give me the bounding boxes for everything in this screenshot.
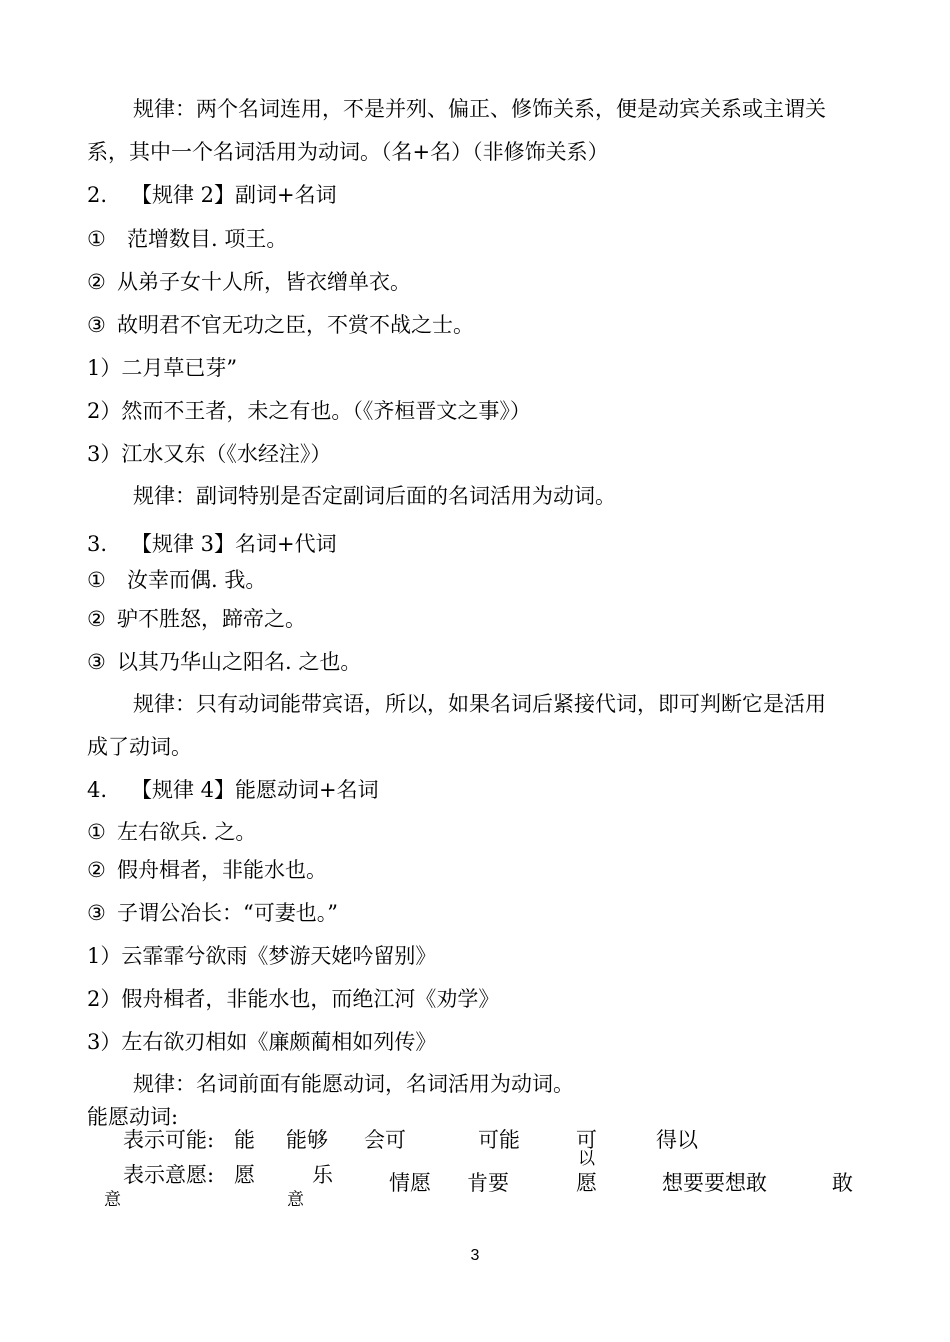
willing-label: 表示意愿: [123,1163,215,1187]
rule2-sentence-2: 2）然而不王者，未之有也。（《齐桓晋文之事》） [87,399,531,423]
rule3-summary-line2: 成了动词。 [87,735,192,759]
rule2-example-3 [87,312,474,338]
rule2-example-1 [87,226,287,252]
rule4-title: 【规律 4】能愿动词+名词 [131,778,379,802]
willing-word-7: 敢 [832,1171,853,1195]
example-marker: ② [87,270,106,294]
rule3-number: 3. [87,532,108,556]
rule3-example-3 [87,649,361,675]
rule4-heading [87,777,379,803]
example-marker: ② [87,607,106,631]
example-text: 驴不胜怒，蹄帝之。 [117,607,306,631]
rule2-number: 2. [87,183,108,207]
rule1-summary-line1: 规律：两个名词连用，不是并列、偏正、修饰关系，便是动宾关系或主谓关 [133,97,826,121]
rule3-heading [87,531,337,557]
rule4-sentence-1: 1）云霏霏兮欲雨《梦游天姥吟留别》 [87,944,437,968]
possibility-word-1: 能 [234,1128,255,1152]
rule2-sentence-3: 3）江水又东（《水经注》） [87,442,332,466]
example-marker: ① [87,820,106,844]
example-marker: ② [87,858,106,882]
example-text: 假舟楫者，非能水也。 [117,858,327,882]
rule3-summary-line1: 规律：只有动词能带宾语，所以，如果名词后紧接代词，即可判断它是活用 [133,692,826,716]
willing-word-cut-2: 意 [287,1190,304,1210]
example-marker: ③ [87,650,106,674]
rule2-heading [87,182,337,208]
willing-word-6: 想要要想敢 [662,1171,767,1195]
example-text: 以其乃华山之阳名. 之也。 [117,650,362,674]
example-marker: ① [87,568,106,592]
possibility-label: 表示可能: [123,1128,215,1152]
willing-word-2: 乐 [312,1163,333,1187]
rule4-example-2 [87,857,327,883]
possibility-word-5: 可 [576,1128,597,1152]
example-text: 从弟子女十人所，皆衣缯单衣。 [117,270,411,294]
example-text: 故明君不官无功之臣，不赏不战之士。 [117,313,474,337]
rule3-example-2 [87,606,306,632]
example-text: 汝幸而偶. 我。 [127,568,267,592]
rule4-example-1 [87,819,256,845]
example-marker: ① [87,227,106,251]
modal-verbs-title: 能愿动词: [87,1105,179,1129]
rule3-title: 【规律 3】名词+代词 [131,532,337,556]
possibility-word-2: 能够 [286,1128,328,1152]
example-text: 左右欲兵. 之。 [117,820,257,844]
rule4-sentence-2: 2）假舟楫者，非能水也，而绝江河《劝学》 [87,987,500,1011]
possibility-word-4: 可能 [478,1128,520,1152]
possibility-word-3: 会可 [364,1128,406,1152]
possibility-word-cut: 以 [578,1149,595,1169]
rule4-number: 4. [87,778,108,802]
rule4-summary: 规律：名词前面有能愿动词，名词活用为动词。 [133,1072,574,1096]
example-marker: ③ [87,313,106,337]
rule2-summary: 规律：副词特别是否定副词后面的名词活用为动词。 [133,484,616,508]
example-marker: ③ [87,901,106,925]
willing-word-4: 肯要 [467,1171,509,1195]
rule1-summary-line2: 系，其中一个名词活用为动词。（名+名）（非修饰关系） [87,140,609,164]
example-text: 子谓公冶长：“可妻也。” [117,901,338,925]
rule2-sentence-1: 1）二月草已芽” [87,356,238,380]
willing-word-5: 愿 [576,1171,597,1195]
willing-word-cut-1: 意 [104,1190,121,1210]
rule3-example-1 [87,567,266,593]
rule2-title: 【规律 2】副词+名词 [131,183,337,207]
rule2-example-2 [87,269,411,295]
willing-word-3: 情愿 [389,1171,431,1195]
possibility-word-6: 得以 [656,1128,698,1152]
rule4-sentence-3: 3）左右欲刃相如《廉颇蔺相如列传》 [87,1030,437,1054]
rule4-example-3 [87,900,338,926]
page-number: 3 [470,1247,480,1264]
example-text: 范增数目. 项王。 [127,227,288,251]
willing-word-1: 愿 [234,1163,255,1187]
